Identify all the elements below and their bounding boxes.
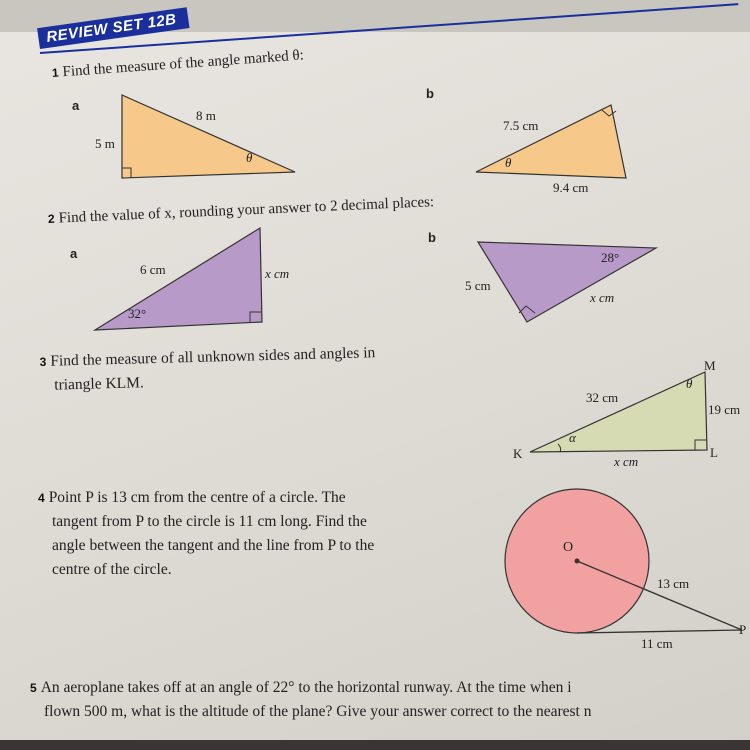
q4-tangent-label: 11 cm [641,636,673,651]
q5-text: 5 An aeroplane takes off at an angle of 22° to the horizontal runway. At the time when i flown 500 m, what is the altitude of the plane? Give your answer correct to the nearest n [30,679,592,721]
q3-triangle [530,372,707,452]
q3-number: 3 [39,354,47,370]
q3-side-ml: 19 cm [708,402,741,417]
q2-prompt: 2 Find the value of x, rounding your answer to 2 decimal places: [47,194,435,227]
q2a-label: a [70,246,78,261]
q1a-side-top: 8 m [196,108,216,123]
q1b-angle: θ [505,155,512,170]
q2b-side-left: 5 cm [465,278,491,293]
q1b-label: b [426,86,434,101]
q4-tangent [577,630,742,633]
q2b-label: b [428,230,436,245]
q4-point-label: P [739,622,747,637]
q2-number: 2 [47,211,55,226]
q2a-side: x cm [265,266,290,281]
q4-text: 4 Point P is 13 cm from the centre of a circle. The tangent from P to the circle is 11 cm long. Find the angle between the tangent and the line from P to the centre of the circle. [38,489,375,579]
q4-centre-label: O [563,540,574,555]
review-set-title: REVIEW SET 12B [37,7,190,49]
q2a-triangle [95,228,262,330]
q1-prompt: 1 Find the measure of the angle marked θ: [51,47,305,81]
q3-vertex-l: L [710,445,718,460]
q2b-triangle [478,242,656,322]
q1b-triangle [476,105,626,178]
q4-dist-label: 13 cm [657,576,690,591]
q1b-side-top: 7.5 cm [503,118,539,133]
q2b-side-right: x cm [590,290,615,305]
q2a-hyp: 6 cm [140,262,166,277]
q3-side-kl: x cm [614,454,639,469]
q1a-side-left: 5 m [95,136,115,151]
q2b-angle: 28° [601,250,620,265]
q1-number: 1 [51,65,60,80]
q1a-angle: θ [246,150,253,165]
q5-number: 5 [30,681,37,695]
q3-angle-k: α [569,430,576,445]
q1b-side-bottom: 9.4 cm [553,180,589,195]
bottom-edge [0,740,750,750]
q3-side-km: 32 cm [586,390,619,405]
q4-number: 4 [38,491,45,505]
q3-vertex-k: K [513,446,523,461]
q4-centre-dot [575,559,580,564]
q1a-label: a [72,98,80,113]
q3-angle-m: θ [686,376,693,391]
q3-text: 3 Find the measure of all unknown sides and angles in triangle KLM. [39,344,376,394]
q3-vertex-m: M [704,358,716,373]
q2a-angle: 32° [128,306,147,321]
